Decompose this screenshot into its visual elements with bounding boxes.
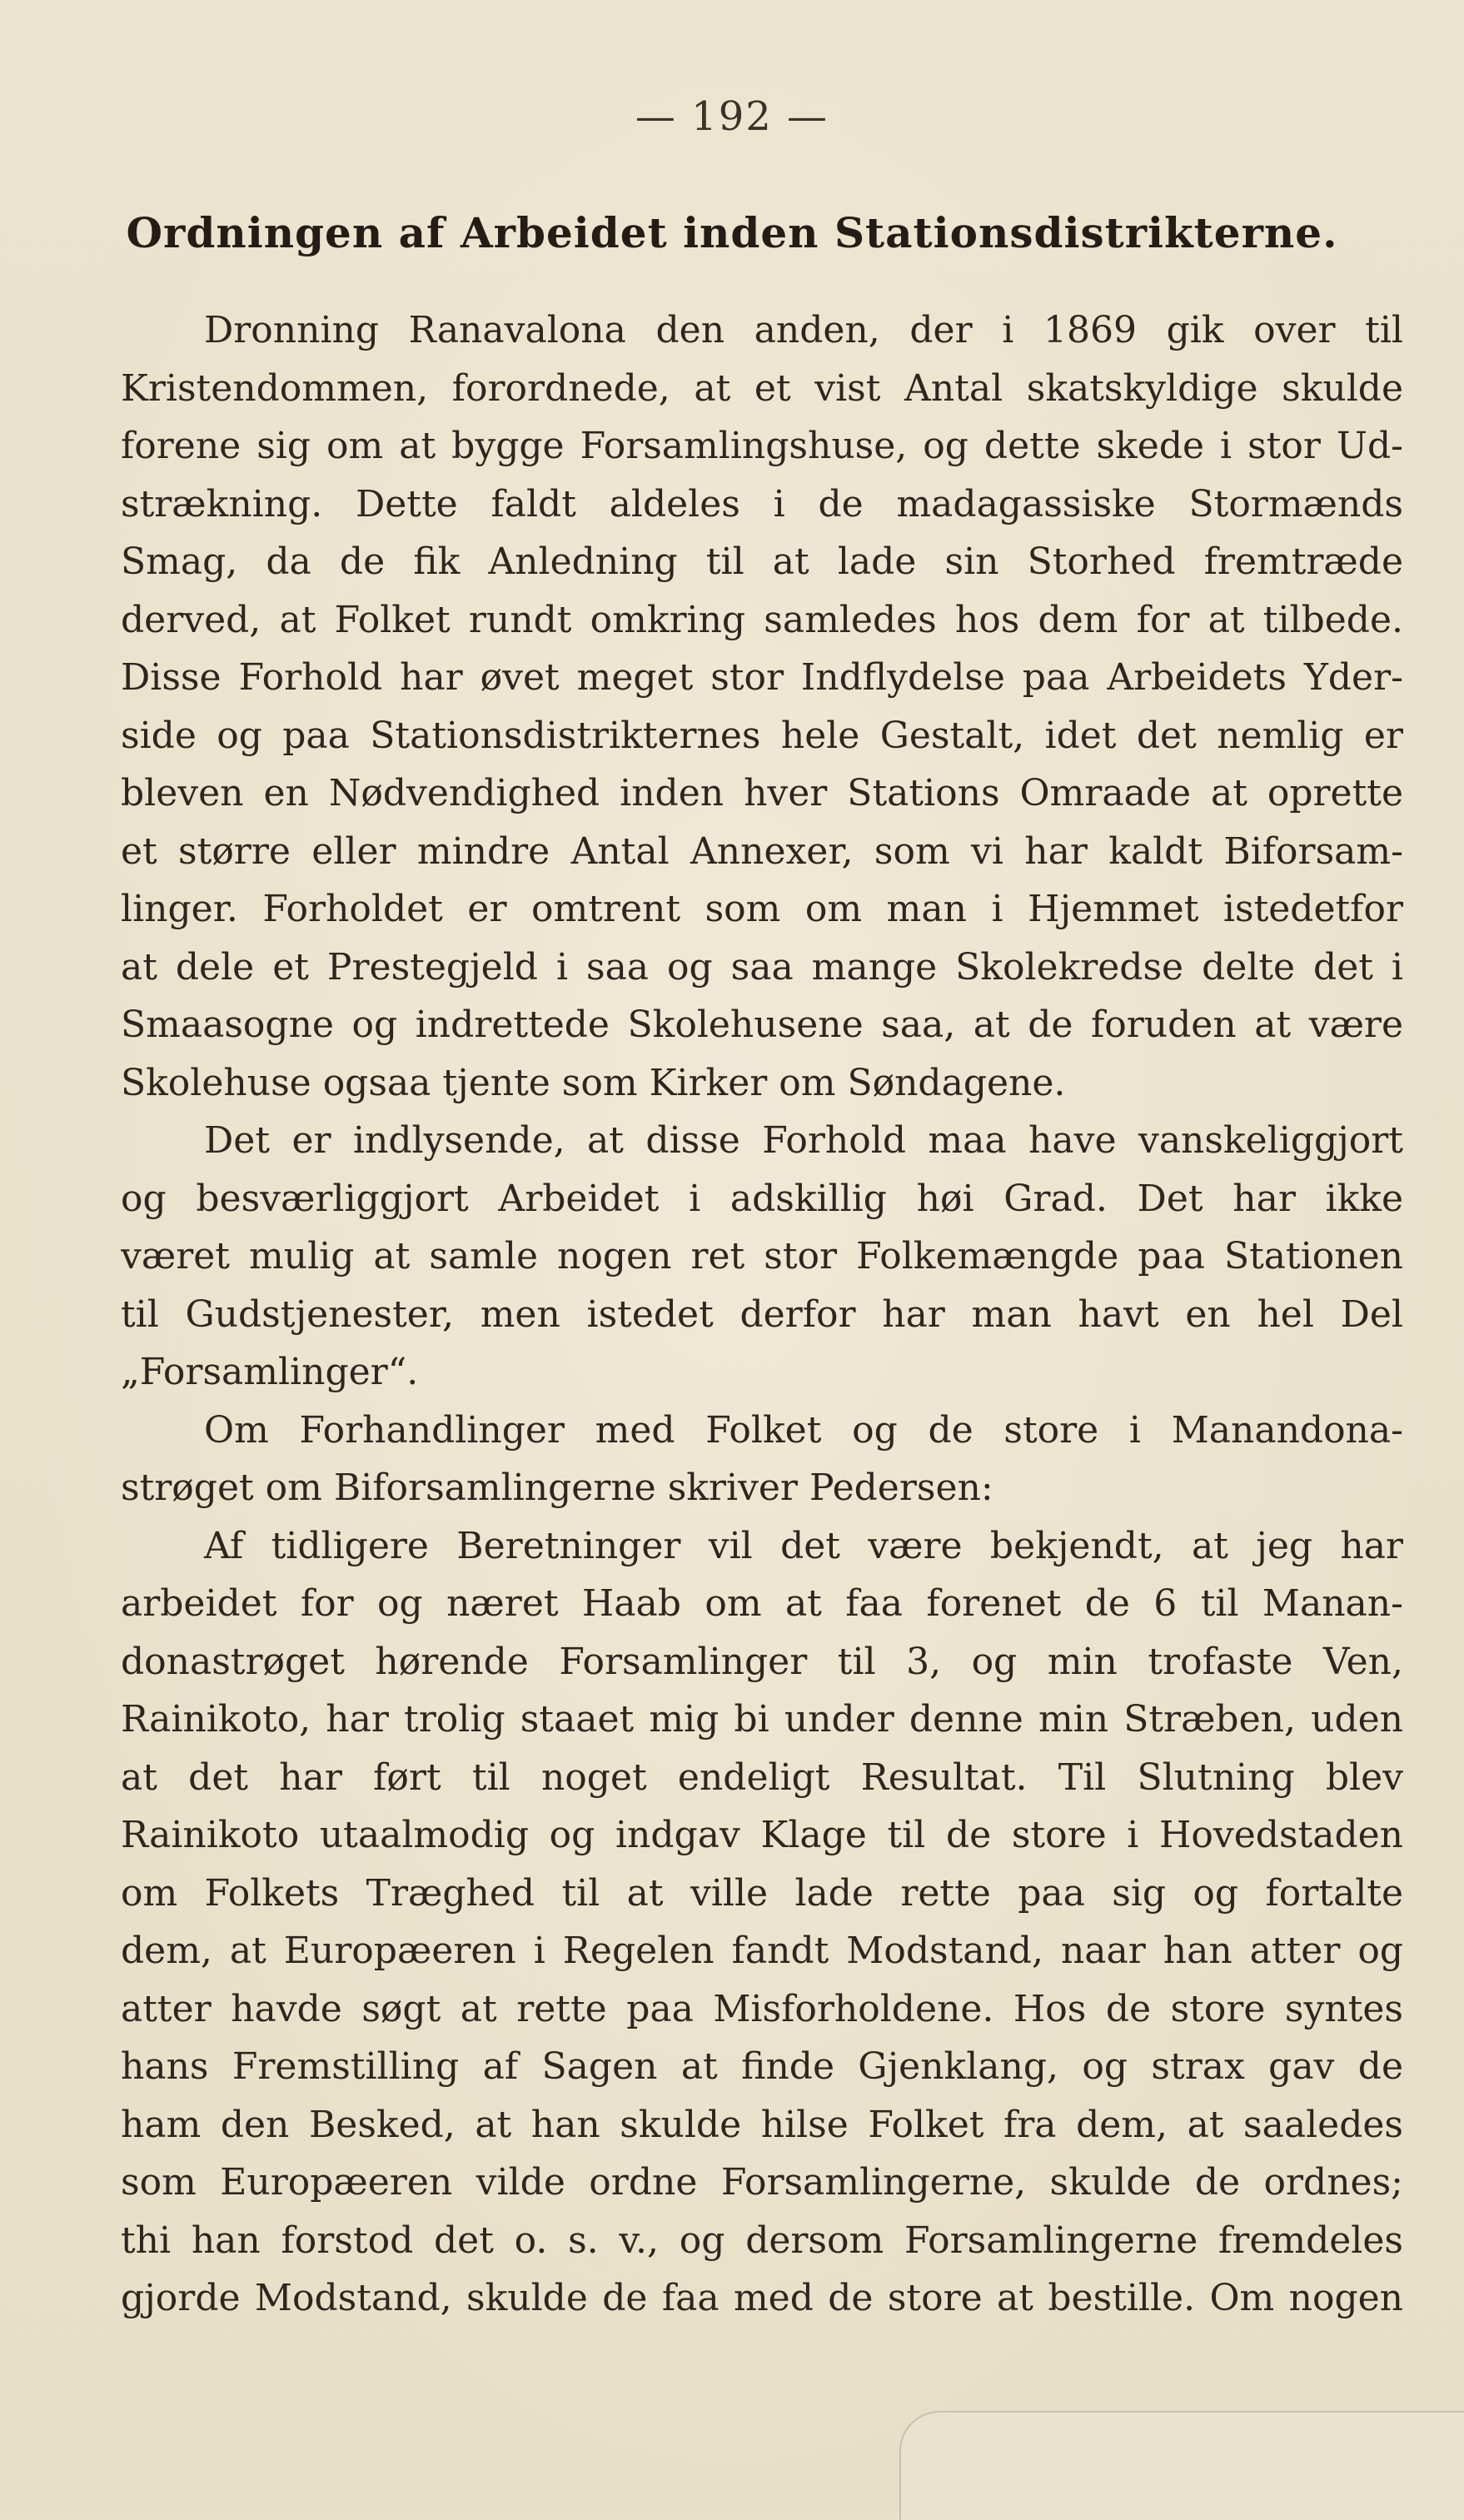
text-line: gjorde Modstand, skulde de faa med de store at bestille. Om nogen [121, 2277, 1403, 2319]
page-number: — 192 — [635, 93, 829, 140]
text-line: et større eller mindre Antal Annexer, som vi har kaldt Biforsam- [121, 829, 1403, 873]
text-line: været mulig at samle nogen ret stor Folkemængde paa Stationen [121, 1235, 1403, 1277]
text-line: at dele et Prestegjeld i saa og saa mange Skolekredse delte det i [121, 945, 1403, 989]
text-line: Af tidligere Beretninger vil det være bekjendt, at jeg har [204, 1524, 1403, 1567]
text-line: derved, at Folket rundt omkring samledes hos dem for at tilbede. [121, 598, 1403, 641]
section-heading: Ordningen af Arbeidet inden Stationsdistrikterne. [126, 208, 1338, 257]
text-line: linger. Forholdet er omtrent som om man i Hjemmet istedetfor [121, 888, 1403, 930]
text-line: „Forsamlinger“. [121, 1351, 419, 1393]
text-line: og besværliggjort Arbeidet i adskillig høi Grad. Det har ikke [121, 1177, 1403, 1220]
text-line: hans Fremstilling af Sagen at finde Gjenklang, og strax gav de [121, 2045, 1403, 2088]
text-line: Smaasogne og indrettede Skolehusene saa, at de foruden at være [121, 1004, 1403, 1046]
text-line: strøget om Biforsamlingerne skriver Pedersen: [121, 1467, 993, 1509]
text-line: forene sig om at bygge Forsamlingshuse, og dette skede i stor Ud- [121, 425, 1403, 467]
page-corner-crease [899, 2411, 1464, 2520]
text-line: Skolehuse ogsaa tjente som Kirker om Søndagene. [121, 1061, 1066, 1104]
text-line: Rainikoto utaalmodig og indgav Klage til de store i Hovedstaden [121, 1814, 1403, 1856]
text-line: donastrøget hørende Forsamlinger til 3, og min trofaste Ven, [121, 1640, 1403, 1683]
text-line: til Gudstjenester, men istedet derfor har man havt en hel Del [121, 1292, 1403, 1336]
text-line: om Folkets Træghed til at ville lade rette paa sig og fortalte [121, 1871, 1403, 1915]
text-line: bleven en Nødvendighed inden hver Stations Omraade at oprette [121, 772, 1403, 814]
text-line: Disse Forhold har øvet meget stor Indflydelse paa Arbeidets Yder- [121, 656, 1403, 699]
text-line: dem, at Europæeren i Regelen fandt Modstand, naar han atter og [121, 1930, 1403, 1972]
text-line: thi han forstod det o. s. v., og dersom Forsamlingerne fremdeles [121, 2219, 1403, 2262]
text-line: strækning. Dette faldt aldeles i de madagassiske Stormænds [121, 482, 1403, 525]
text-line: Dronning Ranavalona den anden, der i 1869 gik over til [204, 309, 1403, 351]
text-line: Om Forhandlinger med Folket og de store i Manandona- [204, 1408, 1403, 1452]
text-line: som Europæeren vilde ordne Forsamlingerne, skulde de ordnes; [121, 2161, 1403, 2204]
text-line: atter havde søgt at rette paa Misforholdene. Hos de store syntes [121, 1987, 1403, 2030]
text-line: Kristendommen, forordnede, at et vist Antal skatskyldige skulde [121, 366, 1403, 410]
text-line: Det er indlysende, at disse Forhold maa have vanskeliggjort [204, 1119, 1403, 1162]
text-line: side og paa Stationsdistrikternes hele Gestalt, idet det nemlig er [121, 714, 1403, 757]
text-line: Rainikoto, har trolig staaet mig bi under denne min Stræben, uden [121, 1698, 1403, 1741]
text-line: arbeidet for og næret Haab om at faa forenet de 6 til Manan- [121, 1582, 1403, 1625]
text-line: Smag, da de fik Anledning til at lade sin Storhed fremtræde [121, 540, 1403, 583]
text-line: at det har ført til noget endeligt Resultat. Til Slutning blev [121, 1756, 1403, 1799]
body-text [121, 301, 1403, 2328]
text-line: ham den Besked, at han skulde hilse Folket fra dem, at saaledes [121, 2103, 1403, 2146]
